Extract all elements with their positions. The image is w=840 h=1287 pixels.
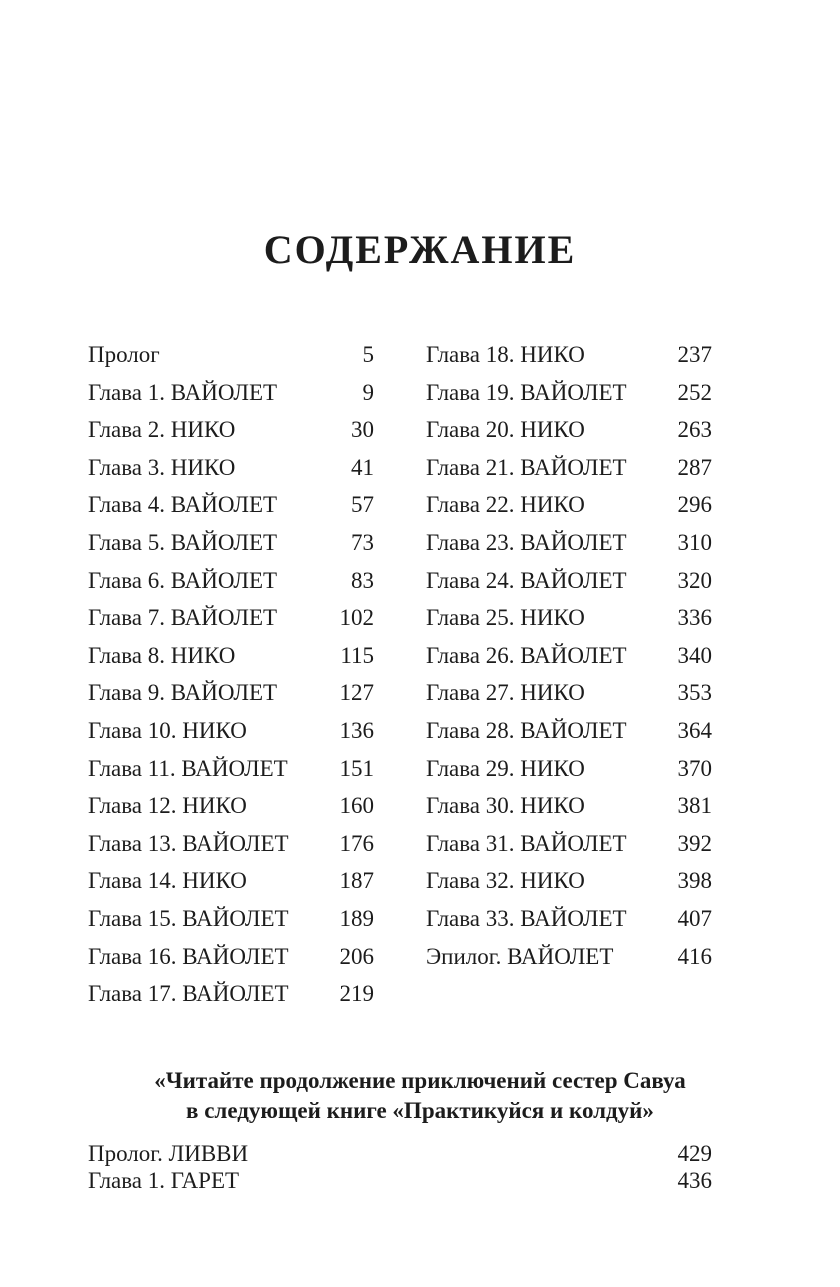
toc-entry: [426, 637, 712, 675]
toc-entry-label: Эпилог. ВАЙОЛЕТ: [426, 943, 614, 969]
toc-entry-page: 160: [339, 793, 374, 819]
toc-entry-label: Глава 15. ВАЙОЛЕТ: [88, 905, 289, 931]
toc-entry: [88, 524, 374, 562]
toc-entry: [426, 750, 712, 788]
toc-entry-page: 392: [677, 830, 712, 856]
toc-entry-label: Глава 20. НИКО: [426, 417, 585, 443]
toc-entry-label: Глава 30. НИКО: [426, 793, 585, 819]
toc-entry: [426, 674, 712, 712]
toc-entry-page: 364: [677, 717, 712, 743]
toc-entry-label: Глава 27. НИКО: [426, 680, 585, 706]
toc-entry-label: Глава 17. ВАЙОЛЕТ: [88, 981, 289, 1007]
toc-entry-page: 189: [339, 905, 374, 931]
toc-entry-label: Глава 3. НИКО: [88, 454, 236, 480]
toc-entry-page: 287: [677, 454, 712, 480]
toc-entry-page: 398: [677, 868, 712, 894]
toc-entry-page: 407: [677, 905, 712, 931]
teaser-line-1: «Читайте продолжение приключений сестер Савуа: [154, 1068, 686, 1093]
toc-entry: [88, 787, 374, 825]
toc-entry-label: Глава 10. НИКО: [88, 717, 247, 743]
toc-entry-label: Глава 31. ВАЙОЛЕТ: [426, 830, 627, 856]
toc-entry: [88, 336, 374, 374]
toc-entry: [88, 712, 374, 750]
toc-entry-label: Глава 29. НИКО: [426, 755, 585, 781]
toc-entry: [88, 599, 374, 637]
toc-entry-page: 102: [339, 605, 374, 631]
toc-entry: [426, 524, 712, 562]
toc-entry-page: 151: [339, 755, 374, 781]
toc-entry-label: Глава 7. ВАЙОЛЕТ: [88, 605, 278, 631]
toc-entry-page: 219: [339, 981, 374, 1007]
toc-entry: [426, 374, 712, 412]
toc-entry-label: Глава 14. НИКО: [88, 868, 247, 894]
toc-entry-label: Пролог. ЛИВВИ: [88, 1141, 249, 1166]
toc-entry-page: 136: [339, 717, 374, 743]
toc-entry-page: 336: [677, 605, 712, 631]
toc-entry-page: 320: [677, 567, 712, 593]
toc-entry: [88, 862, 374, 900]
toc-entry-page: 83: [351, 567, 374, 593]
toc-entry-label: Глава 2. НИКО: [88, 417, 236, 443]
toc-entry-page: 353: [677, 680, 712, 706]
toc-entry-label: Глава 32. НИКО: [426, 868, 585, 894]
page-title: СОДЕРЖАНИЕ: [263, 227, 577, 272]
toc-entry-label: Глава 26. ВАЙОЛЕТ: [426, 642, 627, 668]
toc-entry-page: 436: [677, 1168, 712, 1193]
toc-entry-label: Глава 12. НИКО: [88, 793, 247, 819]
toc-entry: [88, 1140, 712, 1167]
toc-entry-page: 310: [677, 529, 712, 555]
toc-entry-page: 41: [351, 454, 374, 480]
toc-entry-label: Глава 5. ВАЙОЛЕТ: [88, 529, 278, 555]
toc-entry-label: Глава 22. НИКО: [426, 492, 585, 518]
toc-entry: [426, 712, 712, 750]
toc-entry-page: 187: [339, 868, 374, 894]
toc-right-column: [426, 336, 712, 975]
toc-entry: [88, 975, 374, 1013]
toc-entry: [426, 599, 712, 637]
toc-entry-label: Глава 33. ВАЙОЛЕТ: [426, 905, 627, 931]
toc-entry-label: Глава 18. НИКО: [426, 342, 585, 367]
toc-entry-label: Глава 23. ВАЙОЛЕТ: [426, 529, 627, 555]
toc-entry: [88, 938, 374, 976]
toc-entry-page: 73: [351, 529, 374, 555]
toc-entry-label: Глава 8. НИКО: [88, 642, 236, 668]
toc-entry: [88, 411, 374, 449]
toc-entry: [88, 374, 374, 412]
toc-entry: [426, 900, 712, 938]
toc-entry-label: Глава 9. ВАЙОЛЕТ: [88, 680, 278, 706]
toc-entry: [426, 862, 712, 900]
toc-entry-label: Глава 24. ВАЙОЛЕТ: [426, 567, 627, 593]
toc-entry-page: 296: [677, 492, 712, 518]
sequel-teaser: [0, 1066, 840, 1126]
toc-entry-label: Глава 13. ВАЙОЛЕТ: [88, 830, 289, 856]
toc-entry: [426, 562, 712, 600]
toc-entry-page: 340: [677, 642, 712, 668]
toc-entry: [88, 1167, 712, 1194]
toc-entry: [426, 938, 712, 976]
toc-entry-page: 252: [677, 379, 712, 405]
toc-entry-label: Глава 25. НИКО: [426, 605, 585, 631]
toc-entry-page: 57: [351, 492, 374, 518]
toc-entry-page: 206: [339, 943, 374, 969]
toc-entry-page: 263: [677, 417, 712, 443]
toc-entry: [88, 674, 374, 712]
sequel-toc: [88, 1140, 712, 1194]
toc-entry-page: 370: [677, 755, 712, 781]
toc-entry-label: Глава 1. ГАРЕТ: [88, 1168, 240, 1193]
toc-entry: [88, 637, 374, 675]
toc-entry: [426, 336, 712, 374]
toc-entry: [426, 449, 712, 487]
toc-entry-label: Глава 21. ВАЙОЛЕТ: [426, 454, 627, 480]
toc-entry: [88, 825, 374, 863]
toc-entry-label: Глава 19. ВАЙОЛЕТ: [426, 379, 627, 405]
toc-entry: [426, 411, 712, 449]
toc-entry-label: Глава 16. ВАЙОЛЕТ: [88, 943, 289, 969]
toc-entry: [426, 825, 712, 863]
toc-entry-page: 416: [677, 943, 712, 969]
toc-entry: [426, 787, 712, 825]
toc-entry-page: 30: [351, 417, 374, 443]
toc-entry-page: 176: [339, 830, 374, 856]
toc-entry-label: Глава 4. ВАЙОЛЕТ: [88, 492, 278, 518]
toc-entry: [88, 449, 374, 487]
toc-entry: [88, 900, 374, 938]
toc-left-column: [88, 336, 374, 1013]
teaser-line-2: в следующей книге «Практикуйся и колдуй»: [186, 1098, 654, 1123]
toc-entry: [426, 486, 712, 524]
toc-entry: [88, 750, 374, 788]
toc-entry-label: Глава 28. ВАЙОЛЕТ: [426, 717, 627, 743]
toc-entry-page: 381: [677, 793, 712, 819]
toc-entry-label: Глава 11. ВАЙОЛЕТ: [88, 755, 288, 781]
toc-entry-label: Пролог: [88, 342, 160, 367]
toc-entry-page: 237: [677, 342, 712, 367]
toc-entry: [88, 486, 374, 524]
toc-entry-page: 5: [362, 342, 374, 367]
toc-entry-label: Глава 1. ВАЙОЛЕТ: [88, 379, 278, 405]
toc-entry-page: 115: [340, 642, 374, 668]
toc-entry-page: 9: [362, 379, 374, 405]
toc-entry: [88, 562, 374, 600]
toc-entry-page: 429: [677, 1141, 712, 1166]
toc-entry-label: Глава 6. ВАЙОЛЕТ: [88, 567, 278, 593]
toc-entry-page: 127: [339, 680, 374, 706]
